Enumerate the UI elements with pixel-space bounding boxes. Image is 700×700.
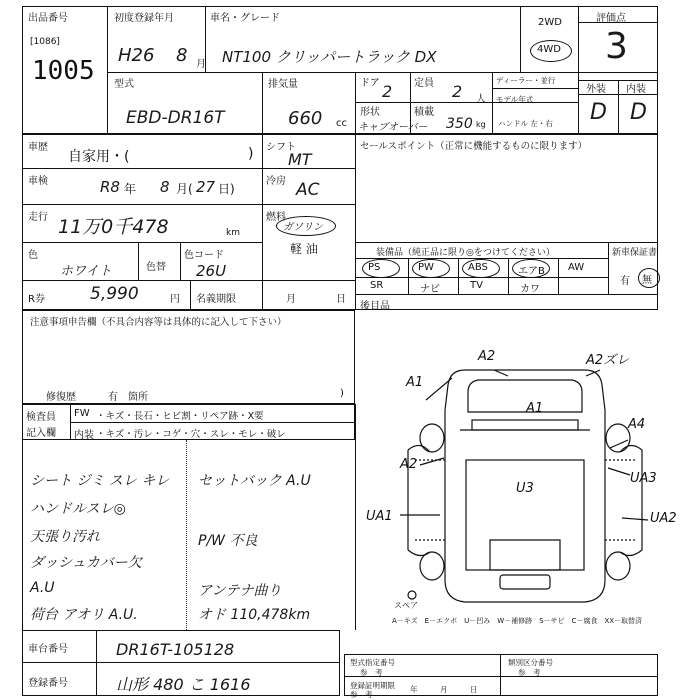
lot-sub: [1086]	[30, 37, 60, 47]
handle-label: ハンドル 左・右	[498, 119, 553, 128]
inspector-note: シート ジミ スレ キレ	[30, 473, 170, 489]
ac-value: AC	[296, 180, 320, 200]
spare-label: スペア	[394, 601, 418, 610]
mileage-label: 走行	[28, 212, 48, 223]
type-value: EBD-DR16T	[126, 108, 225, 128]
disp-label: 排気量	[268, 79, 298, 90]
lot-number: 1005	[32, 56, 95, 86]
int-value: D	[630, 100, 647, 125]
load-value: 350	[446, 116, 473, 132]
cap-label: 定員	[414, 78, 434, 89]
reg-era: H26	[118, 45, 155, 66]
equipment-item: TV	[470, 280, 483, 291]
check-label-1: 検査員	[26, 412, 56, 423]
history-label: 車歴	[28, 142, 48, 153]
disp-value: 660	[288, 108, 323, 129]
fuel-gas: ガソリン	[283, 222, 323, 233]
inspector-note: A.U	[30, 580, 55, 596]
inspection-month-val: 8	[160, 178, 170, 196]
reg-month: 8	[176, 45, 188, 66]
cert-ref: 参 考	[350, 690, 373, 699]
header-frame	[22, 6, 658, 134]
expiry-day: 日	[336, 294, 346, 305]
history-close: )	[248, 146, 254, 162]
check-row2: ・キズ・汚レ・コゲ・穴・スレ・モレ・破レ	[96, 429, 286, 440]
equipment-item: SR	[370, 280, 384, 291]
inspection-day: 日)	[218, 182, 235, 196]
inspector-note: ダッシュカバー欠	[30, 555, 142, 571]
drive-2wd: 2WD	[538, 17, 562, 28]
color-label: 色	[28, 250, 38, 261]
reg-label: 初度登録年月	[114, 13, 174, 24]
ext-value: D	[590, 100, 607, 125]
equipment-item: PS	[368, 262, 381, 273]
repair-close: )	[340, 388, 344, 399]
ac-label: 冷房	[266, 176, 286, 187]
inspector-note: ハンドルスレ◎	[30, 501, 126, 517]
recycle-value: 5,990	[90, 284, 139, 304]
repair-place: 箇所	[128, 392, 148, 403]
inspector-note: P/W 不良	[198, 533, 258, 549]
class-ref: 参 考	[518, 668, 541, 677]
sales-label: セールスポイント（正常に機能するものに限ります）	[360, 141, 588, 152]
damage-mark: A2ズレ	[586, 353, 630, 368]
chassis-value: DR16T-105128	[116, 640, 235, 659]
inspector-note: アンテナ曲り	[198, 583, 282, 599]
paint-label: 色替	[146, 262, 166, 273]
special-ref: 参 考	[360, 668, 383, 677]
equipment-item: ナビ	[420, 284, 440, 295]
shape-value: キャブオーバー	[358, 122, 428, 133]
cert-day: 日	[470, 685, 478, 694]
cert-month: 月	[440, 685, 448, 694]
code-label: 色コード	[184, 250, 224, 261]
special-label: 型式指定番号	[350, 658, 395, 667]
expiry-label: 名義期限	[196, 294, 236, 305]
inspection-year: 年	[124, 182, 137, 196]
score-value: 3	[605, 26, 628, 67]
inspector-note: セットバック A.U	[198, 473, 311, 489]
disp-unit: cc	[336, 118, 347, 129]
damage-mark: UA3	[630, 471, 657, 486]
cert-year: 年	[410, 685, 418, 694]
inspection-label: 車検	[28, 176, 48, 187]
doors-label: ドア	[360, 78, 380, 89]
repair-value: 有	[108, 392, 118, 403]
damage-mark: A2	[400, 457, 418, 472]
model-year-label: モデル年式	[496, 95, 534, 104]
recycle-label: R券	[28, 294, 45, 305]
check-row2-head: 内装	[74, 430, 94, 441]
inspector-note: 荷台 アオリ A.U.	[30, 607, 138, 623]
equipment-label: 装備品（純正品に限り◎をつけてください）	[376, 248, 555, 258]
equipment-item: カワ	[520, 284, 540, 295]
cap-unit: 人	[476, 94, 486, 105]
damage-mark: A1	[406, 375, 424, 390]
inspection-era: R8	[100, 178, 120, 196]
shape-label: 形状	[360, 107, 380, 118]
inspection-month: 月(	[176, 182, 193, 196]
damage-mark: U3	[516, 481, 534, 496]
class-label: 類別区分番号	[508, 658, 553, 667]
equipment-item: ABS	[468, 262, 488, 273]
fuel-diesel: 軽 油	[290, 242, 318, 256]
repair-label: 修復歴	[46, 392, 76, 403]
ext-label: 外装	[586, 84, 606, 95]
damage-mark: UA1	[366, 509, 393, 524]
plate-value: 山形 480 こ 1616	[116, 675, 251, 694]
check-row1-head: FW	[74, 408, 90, 419]
int-label: 内装	[626, 84, 646, 95]
lot-label: 出品番号	[28, 13, 68, 24]
color-value: ホワイト	[60, 264, 112, 279]
check-row1: ・キズ・長石・ヒビ割・リペア跡・X要	[96, 411, 264, 422]
damage-mark: A4	[628, 417, 646, 432]
history-value: 自家用・(	[68, 149, 130, 165]
equipment-item: エアB	[518, 266, 545, 277]
inspector-note: オド 110,478km	[198, 607, 311, 623]
recycle-unit: 円	[170, 294, 180, 305]
warranty-no: 無	[642, 275, 652, 286]
equipment-item: AW	[568, 262, 585, 273]
damage-mark: A2	[478, 349, 496, 364]
model-name: NT100 クリッパートラック DX	[222, 48, 437, 66]
score-label: 評価点	[596, 13, 626, 24]
equipment-item: PW	[418, 262, 434, 273]
damage-legend: A－キズ E－エクボ U－凹み W－補修跡 S－サビ C－腐食 XX－取替済	[392, 617, 643, 625]
warranty-yes: 有	[620, 276, 630, 287]
inspector-note: 天張り汚れ	[30, 529, 100, 545]
shift-value: MT	[288, 150, 312, 169]
mileage-value: 11万0千478	[58, 216, 169, 238]
reg-month-unit: 月	[196, 59, 206, 70]
type-label: 型式	[114, 79, 134, 90]
name-label: 車名・グレード	[210, 13, 280, 24]
cert-label: 登録証明期限	[350, 681, 395, 690]
load-unit: kg	[476, 120, 486, 129]
damage-mark: UA2	[650, 511, 677, 526]
damage-diagram	[360, 340, 690, 620]
fuel-label: 燃料	[266, 212, 286, 223]
plate-label: 登録番号	[28, 678, 68, 689]
dealer-label: ディーラー・並行	[496, 76, 556, 85]
doors-value: 2	[382, 82, 393, 101]
drive-4wd: 4WD	[537, 44, 561, 55]
seat-label: 後目品	[360, 301, 390, 312]
mileage-unit: km	[226, 228, 240, 238]
damage-mark: A1	[526, 401, 544, 416]
cap-value: 2	[452, 82, 463, 101]
chassis-label: 車台番号	[28, 644, 68, 655]
shift-label: シフト	[266, 142, 296, 153]
warranty-label: 新車保証書	[612, 248, 658, 258]
inspection-day-val: 27	[196, 178, 216, 196]
check-label-2: 記入欄	[26, 428, 56, 439]
load-label: 積載	[414, 107, 434, 118]
notes-label: 注意事項申告欄（不具合内容等は具体的に記入して下さい）	[30, 317, 287, 328]
code-value: 26U	[196, 262, 227, 280]
expiry-month: 月	[286, 294, 296, 305]
